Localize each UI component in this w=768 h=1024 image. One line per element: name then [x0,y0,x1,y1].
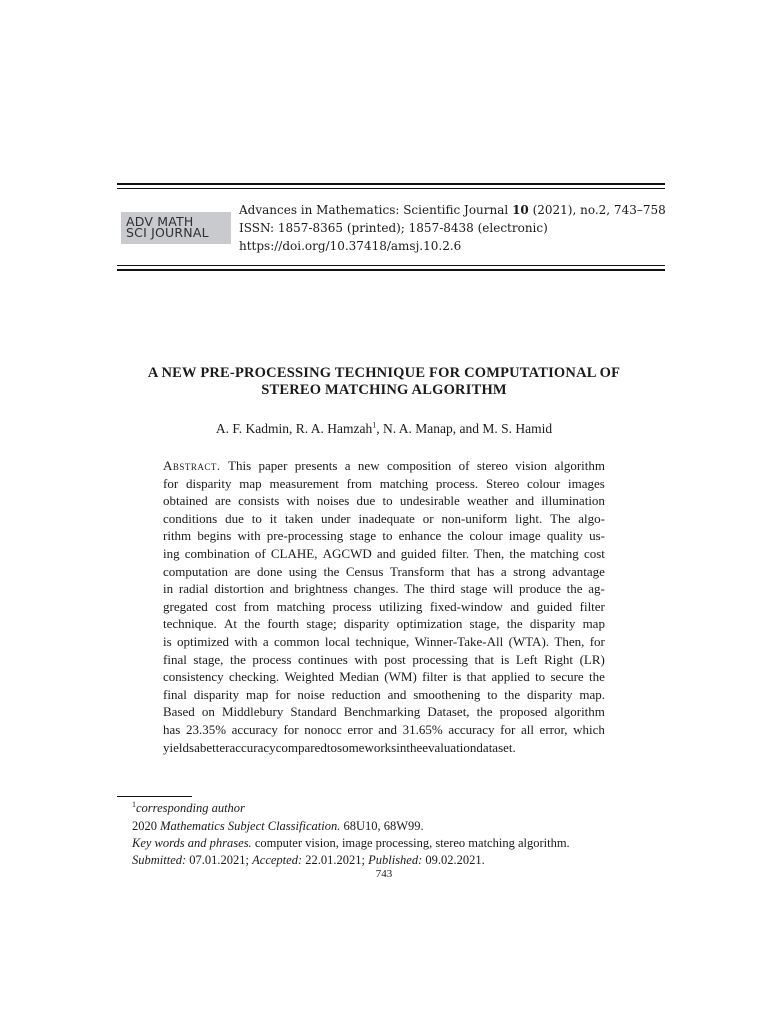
footnote-corresponding: $^1$corresponding author [132,799,245,815]
abstract-line: is optimized with a common local technique, Winner-Take-All (WTA). Then, for [163,633,605,649]
journal-issn: ISSN: 1857-8365 (printed); 1857-8438 (electronic) [239,221,548,235]
abstract-line: gregated cost from matching process utilizing fixed-window and guided filter [163,598,605,614]
title-line-2: STEREO MATCHING ALGORITHM [261,382,507,398]
journal-doi-link[interactable]: https://doi.org/10.37418/amsj.10.2.6 [239,239,462,253]
abstract-line: rithm begins with pre-processing stage to enhance the colour image quality us- [163,528,605,544]
abstract-line: yields a better accuracy compared to some works in the evaluation dataset. [163,739,516,755]
journal-volume: 10 [512,203,529,217]
abstract-line: conditions due to it taken under inadequate or non-uniform light. The algo- [163,510,605,526]
abstract-line: final stage, the process continues with post processing that is Left Right (LR) [163,651,605,667]
logo-line1: ADV MATH [126,214,194,229]
footnote-dates: Submitted: 07.01.2021; Accepted: 22.01.2021; Published: 09.02.2021. [132,853,485,867]
journal-citation: Advances in Mathematics: Scientific Journal 10 (2021), no.2, 743–758 [239,203,666,217]
footnote-keywords: Key words and phrases. computer vision, image processing, stereo matching algorithm. [132,836,570,850]
author-footnote-marker: 1 [372,420,377,430]
abstract-line: ing combination of CLAHE, AGCWD and guided filter. Then, the matching cost [163,545,605,561]
abstract-line: Based on Middlebury Standard Benchmarking Dataset, the proposed algorithm [163,704,605,720]
header-rule-top-thick [117,183,665,185]
abstract-line: for disparity map measurement from matching process. Stereo colour images [163,475,605,491]
abstract-line: consistency checking. Weighted Median (WM) filter is that applied to secure the [163,669,605,685]
page-number: 743 [375,868,393,880]
author-list: A. F. Kadmin, R. A. Hamzah$^1$, N. A. Manap, and M. S. Hamid [215,420,553,436]
abstract [163,457,605,756]
abstract-label: Abstract. [163,458,221,473]
title-line-1: A NEW PRE-PROCESSING TECHNIQUE FOR COMPUTATIONAL OF [147,365,621,381]
header-rule-top-thin [117,188,665,189]
abstract-line: obtained are consists with noises due to undesirable weather and illumination [163,493,605,509]
journal-logo [121,212,231,244]
abstract-line: Abstract. This paper presents a new composition of stereo vision algorithm [163,458,605,473]
abstract-line: in radial distortion and brightness changes. The third stage will produce the ag- [163,581,605,597]
journal-info [239,201,666,255]
abstract-line: computation are done using the Census Transform that has a strong advantage [163,563,605,579]
abstract-line: has 23.35% accuracy for nonocc error and 31.65% accuracy for all error, which [163,721,605,737]
logo-line2: SCI JOURNAL [126,225,209,240]
abstract-line: final disparity map for noise reduction and smoothening to the disparity map. [163,686,605,702]
header-rule-bottom-thick [117,269,665,271]
paper-title [120,365,648,399]
abstract-line: technique. At the fourth stage; disparity optimization stage, the disparity map [163,616,605,632]
footnote-msc: 2020 Mathematics Subject Classification. 68U10, 68W99. [132,819,424,833]
header-rule-bottom-thin [117,265,665,266]
footnote-rule [117,796,192,797]
